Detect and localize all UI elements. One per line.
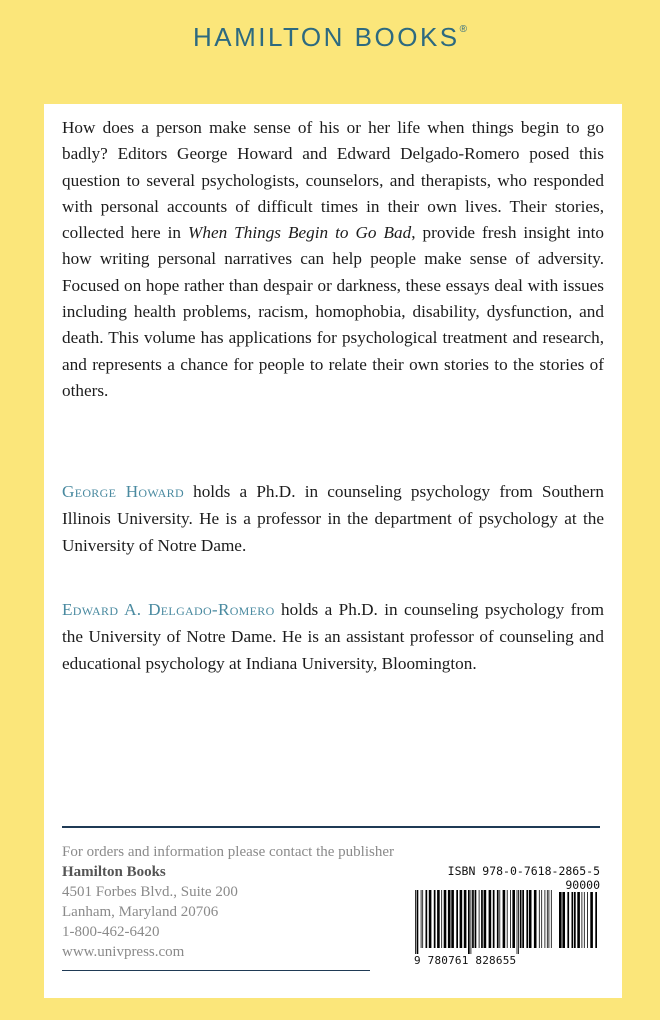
contact-address-line1: 4501 Forbes Blvd., Suite 200 [62,884,238,900]
contact-address-line2: Lanham, Maryland 20706 [62,904,219,920]
barcode-bar [582,892,583,948]
barcode-bar [507,890,508,948]
barcode-bar [567,892,569,948]
description-text-start: How does a person make sense of his or her life when things begin to go badly? Editors George Howard and Edward Delgado-Romero posed this question to several psychologists, counselors, and therapists, who responded with personal accounts of difficult times in their own lives. Their stories, collected here in [62,118,604,243]
barcode-bar [512,890,515,948]
contact-intro: For orders and information please contact the publisher [62,844,394,860]
barcode-bar [444,890,447,948]
barcode-bar [577,892,580,948]
barcode-bar [493,890,495,948]
barcode-bar [526,890,528,948]
barcode-bar [489,890,492,948]
barcode-bar [471,890,472,954]
barcode-bar [441,890,442,948]
barcode-bar [481,890,483,948]
barcode-bar [534,890,537,948]
barcode-bar [590,892,593,948]
barcode-bar [479,890,480,948]
divider-top [62,826,600,828]
barcode-bars-addon [558,892,600,954]
publisher-logo [0,22,660,53]
barcode-bar [547,890,548,948]
barcode-bar [417,890,419,954]
barcode-bar [429,890,432,948]
barcode-bar [539,890,540,948]
barcode-bar [448,890,451,948]
barcode-bar [517,890,518,954]
barcode-bar [468,890,470,954]
barcode-bar [464,890,467,948]
barcode-bar [415,890,416,954]
barcode-bar [456,890,458,948]
ean-digits: 9 780761 828655 [414,954,517,967]
book-description [62,115,604,404]
barcode-bar [451,890,454,948]
barcode-bar [522,890,524,948]
barcode-bar [587,892,588,948]
isbn-label: ISBN 978-0-7618-2865-5 [447,864,600,878]
barcode-bar [510,890,511,948]
publisher-name: HAMILTON BOOKS [192,22,460,52]
isbn-barcode [414,864,600,968]
barcode-bar [559,892,562,948]
barcode-bar [434,890,436,948]
description-text-end: , provide fresh insight into how writing personal narratives can help people make sense of adversity. Focused on hope rather than despair or darkness, these essays deal with issues including health problems, racism, homophobia, disability, dysfunction, and death. This volume has applications for psychological treatment and research, and represents a chance for people to relate their own stories to the stories of others. [62,223,604,400]
publisher-contact [62,842,394,962]
author-name-howard: George Howard [62,482,184,501]
barcode-bar [484,890,487,948]
author-bio-text-delgado: holds a Ph.D. in counseling psychology from the University of Notre Dame. He is an assistant professor of counseling and educational psychology at Indiana University, Bloomington. [62,600,605,673]
barcode-bar [472,890,474,948]
barcode-bar [460,890,463,948]
barcode-bar [545,890,546,948]
contact-website: www.univpress.com [62,944,185,960]
barcode-bar [497,890,499,948]
barcode-bar [499,890,500,948]
author-bio-text-howard: holds a Ph.D. in counseling psychology from Southern Illinois University. He is a professor in the department of psychology at the University of Notre Dame. [62,482,604,555]
barcode-bar [475,890,477,948]
divider-bottom [62,970,370,971]
barcode-bar [574,892,576,948]
barcode-bar [421,890,422,948]
author-name-delgado: Edward A. Delgado-Romero [62,600,275,619]
barcode-bar [426,890,428,948]
barcode-bar [520,890,522,948]
barcode-bar [562,892,565,948]
barcode-bar [595,892,597,948]
contact-publisher: Hamilton Books [62,864,166,880]
barcode-bar [551,890,552,948]
registered-mark: ® [459,24,467,35]
price-code: 90000 [565,878,600,892]
barcode-bar [437,890,440,948]
barcode-bar [584,892,585,948]
barcode-bar [572,892,574,948]
barcode-bar [549,890,550,948]
barcode-bar [503,890,506,948]
barcode-bars-main [414,890,554,954]
barcode-bar [518,890,519,954]
barcode-bar [529,890,532,948]
barcode-bar [422,890,423,948]
barcode-bar [541,890,542,948]
back-cover-panel [44,104,622,998]
book-title: When Things Begin to Go Bad [188,223,412,243]
author-bio-howard [62,478,604,559]
author-bio-delgado [62,596,604,677]
contact-phone: 1-800-462-6420 [62,924,160,940]
